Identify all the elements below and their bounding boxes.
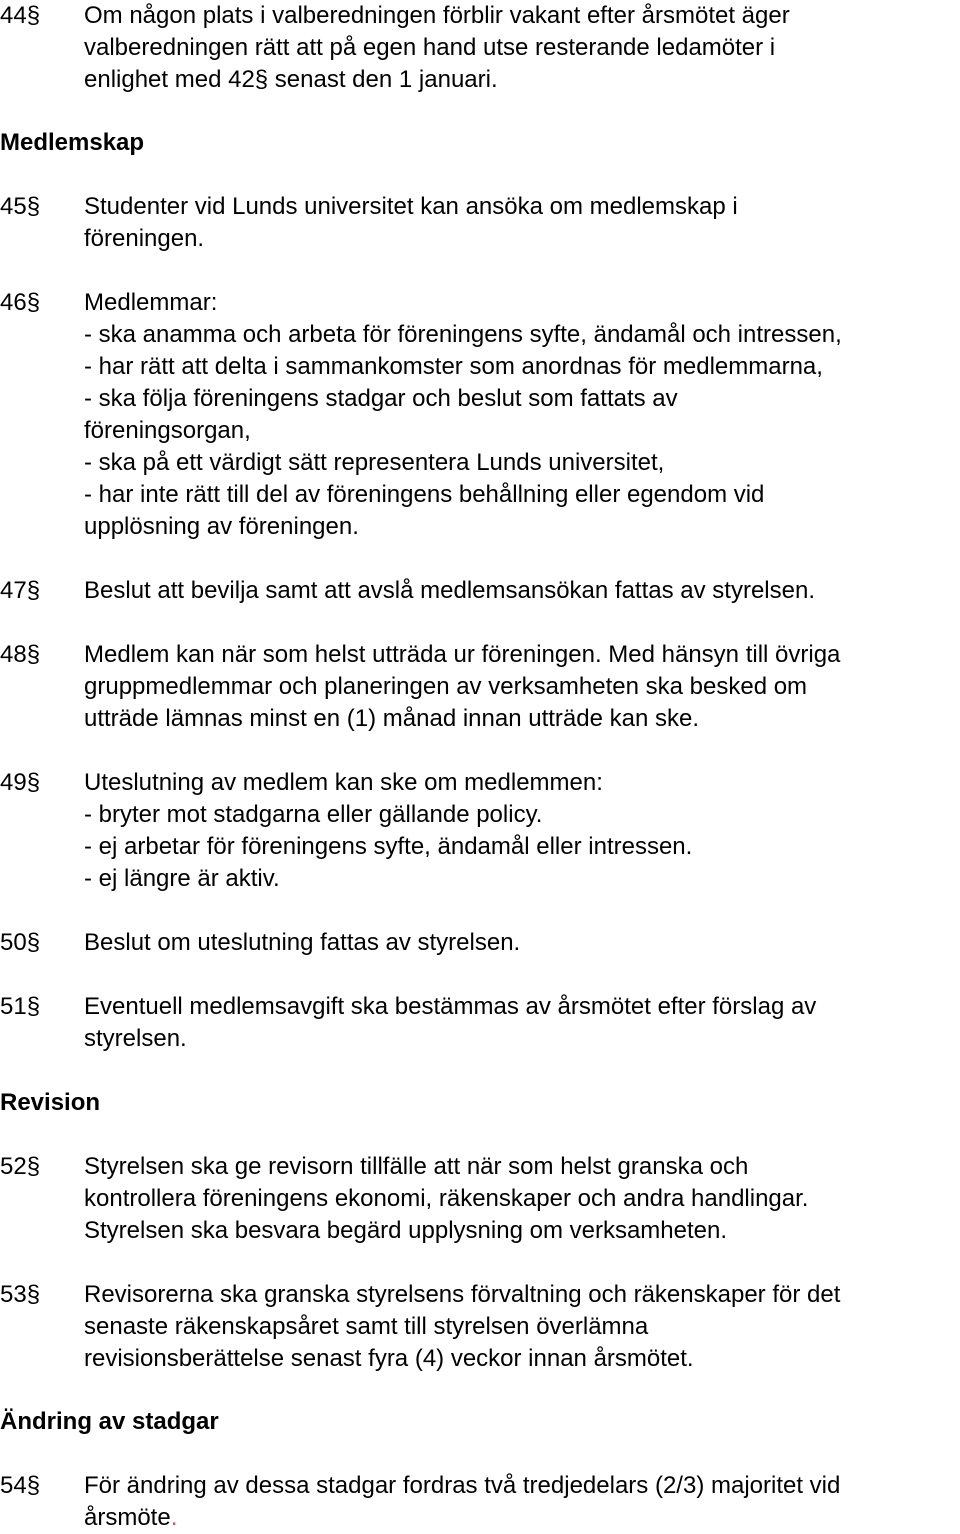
text-line: revisionsberättelse senast fyra (4) veckor innan årsmötet. bbox=[84, 1345, 694, 1372]
text-line: Studenter vid Lunds universitet kan ansöka om medlemskap i bbox=[84, 193, 738, 220]
text-line: - ej längre är aktiv. bbox=[84, 865, 280, 892]
paragraph-text bbox=[84, 191, 960, 255]
text-line: gruppmedlemmar och planeringen av verksamheten ska besked om bbox=[84, 673, 808, 700]
paragraph-number: 49§ bbox=[0, 769, 41, 796]
text-line bbox=[84, 1502, 960, 1534]
paragraph-text bbox=[84, 287, 960, 543]
paragraph-number: 50§ bbox=[0, 929, 41, 956]
text-line: senaste räkenskapsåret samt till styrelsen överlämna bbox=[84, 1313, 649, 1340]
text-line: - ska följa föreningens stadgar och beslut som fattats av bbox=[84, 385, 678, 412]
section-heading-medlemskap: Medlemskap bbox=[0, 129, 145, 156]
text-line: utträde lämnas minst en (1) månad innan utträde kan ske. bbox=[84, 705, 699, 732]
text-line: - ska på ett värdigt sätt representera Lunds universitet, bbox=[84, 449, 665, 476]
text-line: Beslut om uteslutning fattas av styrelsen. bbox=[84, 929, 521, 956]
paragraph-number: 48§ bbox=[0, 641, 41, 668]
paragraph-text bbox=[84, 927, 960, 959]
text-line: För ändring av dessa stadgar fordras två tredjedelars (2/3) majoritet vid bbox=[84, 1472, 841, 1499]
text-line: - ska anamma och arbeta för föreningens syfte, ändamål och intressen, bbox=[84, 321, 842, 348]
text-line: föreningsorgan, bbox=[84, 417, 251, 444]
paragraph-number: 44§ bbox=[0, 2, 41, 29]
text-line: - ej arbetar för föreningens syfte, ändamål eller intressen. bbox=[84, 833, 693, 860]
paragraph-number: 53§ bbox=[0, 1281, 41, 1308]
text-line: styrelsen. bbox=[84, 1025, 187, 1052]
text-line: föreningen. bbox=[84, 225, 205, 252]
paragraph-number: 54§ bbox=[0, 1472, 41, 1499]
paragraph-number: 52§ bbox=[0, 1153, 41, 1180]
text-line: upplösning av föreningen. bbox=[84, 513, 359, 540]
text-line: enlighet med 42§ senast den 1 januari. bbox=[84, 66, 498, 93]
text-line: Beslut att bevilja samt att avslå medlemsansökan fattas av styrelsen. bbox=[84, 577, 816, 604]
paragraph-number: 46§ bbox=[0, 289, 41, 316]
section-heading-revision: Revision bbox=[0, 1089, 101, 1116]
section-heading-andring-av-stadgar: Ändring av stadgar bbox=[0, 1408, 219, 1435]
text-line: Eventuell medlemsavgift ska bestämmas av årsmötet efter förslag av bbox=[84, 993, 817, 1020]
text-line: valberedningen rätt att på egen hand utse resterande ledamöter i bbox=[84, 34, 776, 61]
text-line-content: årsmöte bbox=[84, 1504, 171, 1531]
text-line: Styrelsen ska besvara begärd upplysning om verksamheten. bbox=[84, 1217, 728, 1244]
paragraph-text bbox=[84, 767, 960, 895]
text-line: Uteslutning av medlem kan ske om medlemmen: bbox=[84, 769, 603, 796]
paragraph-text bbox=[84, 0, 960, 96]
text-line: Om någon plats i valberedningen förblir vakant efter årsmötet äger bbox=[84, 2, 790, 29]
paragraph-text bbox=[84, 639, 960, 735]
text-line: Medlemmar: bbox=[84, 289, 218, 316]
trailing-dot: . bbox=[170, 1504, 178, 1531]
text-line: - bryter mot stadgarna eller gällande policy. bbox=[84, 801, 543, 828]
paragraph-text bbox=[84, 1151, 960, 1247]
text-line: Medlem kan när som helst utträda ur föreningen. Med hänsyn till övriga bbox=[84, 641, 841, 668]
text-line: Revisorerna ska granska styrelsens förvaltning och räkenskaper för det bbox=[84, 1281, 841, 1308]
text-line: Styrelsen ska ge revisorn tillfälle att när som helst granska och bbox=[84, 1153, 749, 1180]
paragraph-text bbox=[84, 1279, 960, 1375]
paragraph-text bbox=[84, 991, 960, 1055]
paragraph-text bbox=[84, 1470, 960, 1534]
text-line: - har inte rätt till del av föreningens behållning eller egendom vid bbox=[84, 481, 765, 508]
text-line: kontrollera föreningens ekonomi, räkenskaper och andra handlingar. bbox=[84, 1185, 809, 1212]
paragraph-number: 45§ bbox=[0, 193, 41, 220]
paragraph-text bbox=[84, 575, 960, 607]
text-line: - har rätt att delta i sammankomster som anordnas för medlemmarna, bbox=[84, 353, 823, 380]
paragraph-number: 51§ bbox=[0, 993, 41, 1020]
paragraph-number: 47§ bbox=[0, 577, 41, 604]
